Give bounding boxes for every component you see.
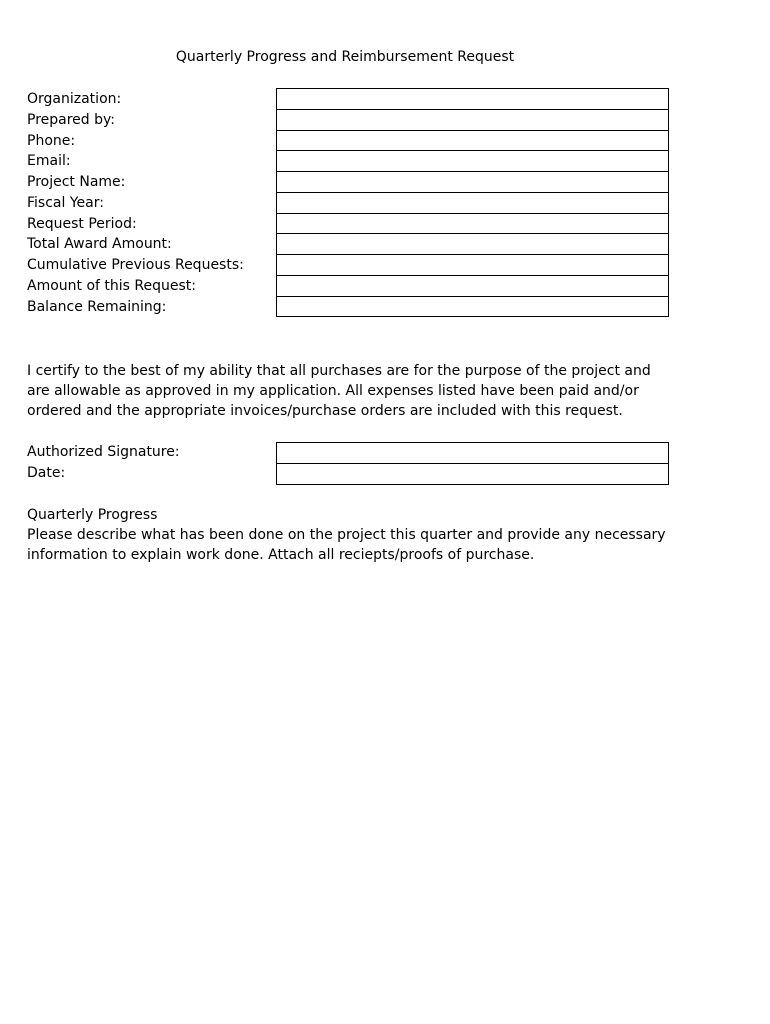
authorized-signature-label: Authorized Signature: [27, 444, 180, 460]
fiscal-year-field[interactable] [276, 193, 669, 214]
organization-label: Organization: [27, 91, 122, 107]
project-name-label: Project Name: [27, 174, 126, 190]
email-field[interactable] [276, 151, 669, 172]
total-award-amount-field[interactable] [276, 234, 669, 255]
balance-remaining-label: Balance Remaining: [27, 298, 167, 315]
total-award-amount-label: Total Award Amount: [27, 236, 172, 253]
project-name-field[interactable] [276, 172, 669, 193]
amount-of-this-request-label: Amount of this Request: [27, 277, 196, 294]
request-period-label: Request Period: [27, 215, 137, 232]
quarterly-progress-heading: Quarterly Progress [27, 507, 158, 523]
prepared-by-label: Prepared by: [27, 111, 115, 128]
signature-field-boxes [276, 442, 669, 485]
email-label: Email: [27, 153, 71, 170]
date-field[interactable] [276, 464, 669, 485]
cumulative-previous-requests-field[interactable] [276, 255, 669, 276]
date-label: Date: [27, 464, 66, 481]
certification-statement: I certify to the best of my ability that all purchases are for the purpose of the project and are allowable as approved in my application. All expenses listed have been paid and/or ordered and the appropriate invoices/purchase orders are included with this request. [27, 363, 651, 419]
signature-labels [27, 442, 272, 484]
phone-field[interactable] [276, 131, 669, 152]
phone-label: Phone: [27, 132, 76, 149]
authorized-signature-field[interactable] [276, 443, 669, 464]
fiscal-year-label: Fiscal Year: [27, 194, 104, 211]
form-title: Quarterly Progress and Reimbursement Request [175, 49, 515, 65]
balance-remaining-field[interactable] [276, 297, 669, 318]
prepared-by-field[interactable] [276, 110, 669, 131]
info-field-boxes [276, 88, 669, 317]
organization-field[interactable] [276, 89, 669, 110]
request-period-field[interactable] [276, 214, 669, 235]
amount-of-this-request-field[interactable] [276, 276, 669, 297]
quarterly-progress-description: Please describe what has been done on the project this quarter and provide any necessary information to explain work done. Attach all reciepts/proofs of purchase. [27, 527, 666, 563]
cumulative-previous-requests-label: Cumulative Previous Requests: [27, 257, 244, 273]
field-labels [27, 89, 272, 317]
